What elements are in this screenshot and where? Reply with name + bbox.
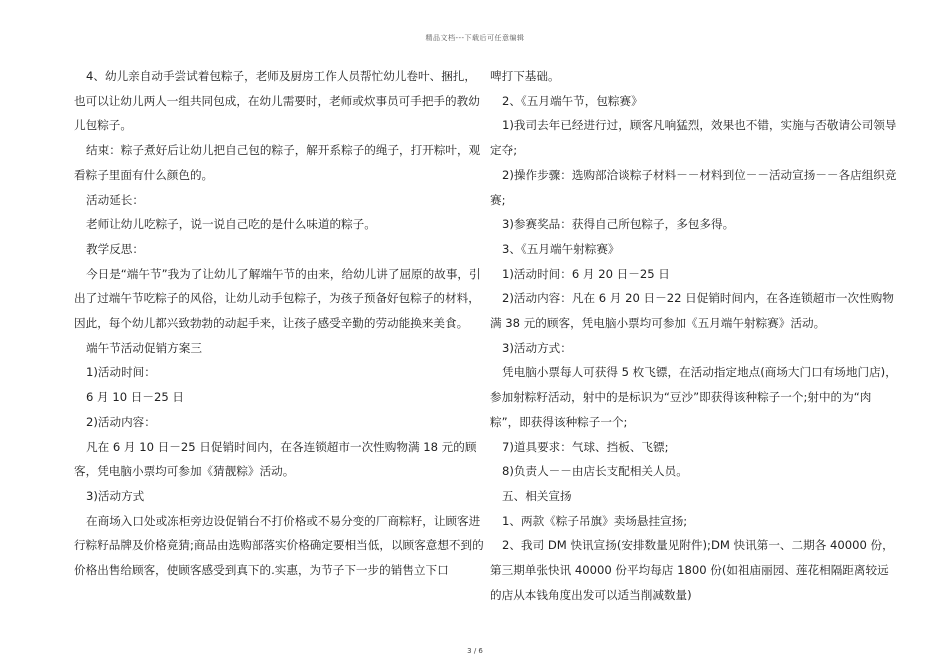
paragraph: 1)我司去年已经进行过，顾客凡响猛烈，效果也不错，实施与否敬请公司领导定夺;	[490, 118, 897, 158]
paragraph: 7)道具要求：气球、挡板、飞镖;	[502, 439, 669, 454]
paragraph: 3)活动方式：	[502, 340, 572, 355]
paragraph: 4、幼儿亲自动手尝试着包粽子，老师及厨房工作人员帮忙幼儿卷叶、捆扎，也可以让幼儿两人一组共同包成，在幼儿需要时，老师或炊事员可手把手的教幼儿包粽子。	[74, 69, 480, 133]
page-number: 3 / 6	[467, 647, 483, 655]
paragraph: 6 月 10 日－25 日	[86, 390, 184, 405]
paragraph: 3)参赛奖品：获得自己所包粽子，多包多得。	[502, 217, 735, 232]
left-column	[74, 64, 484, 583]
paragraph: 2)操作步骤：选购部洽谈粽子材料－－材料到位－－活动宣扬－－各店组织竞赛;	[490, 167, 897, 207]
paragraph: 老师让幼儿吃粽子，说一说自己吃的是什么味道的粽子。	[86, 217, 376, 232]
paragraph: 凭电脑小票每人可获得 5 枚飞镖，在活动指定地点(商场大门口有场地门店)，参加射粽籽活动，射中的是标识为“豆沙”即获得该种粽子一个;射中的为“肉粽”，即获得该种粽子一个;	[490, 365, 897, 429]
paragraph: 1、两款《粽子吊旗》卖场悬挂宣扬;	[502, 513, 688, 528]
paragraph: 活动延长：	[86, 192, 144, 207]
section-heading: 五、相关宣扬	[502, 488, 572, 503]
right-column	[490, 64, 900, 607]
paragraph: 教学反思：	[86, 241, 144, 256]
paragraph: 2)活动内容：凡在 6 月 20 日－22 日促销时间内，在各连锁超市一次性购物满 38 元的顾客，凭电脑小票均可参加《五月端午射粽赛》活动。	[490, 291, 894, 331]
paragraph: 1)活动时间：6 月 20 日－25 日	[502, 266, 670, 281]
paragraph: 2)活动内容：	[86, 414, 156, 429]
paragraph: 2、我司 DM 快讯宣扬(安排数量见附件);DM 快讯第一、二期各 40000 份，第三期单张快讯 40000 份平均每店 1800 份(如祖庙丽园、莲花相隔距离较远的店从本钱角度出发可以适当削减数量)	[490, 538, 894, 602]
paragraph: 啤打下基础。	[490, 69, 560, 83]
paragraph: 今日是“端午节”我为了让幼儿了解端午节的由来，给幼儿讲了屈原的故事，引出了过端午节吃粽子的风俗，让幼儿动手包粽子，为孩子预备好包粽子的材料，因此，每个幼儿都兴致勃勃的动起手来，让孩子感受辛勤的劳动能换来美食。	[74, 266, 481, 331]
paragraph: 8)负责人－－由店长支配相关人员。	[502, 464, 688, 479]
paragraph: 凡在 6 月 10 日－25 日促销时间内，在各连锁超市一次性购物满 18 元的顾客，凭电脑小票均可参加《猜靓粽》活动。	[74, 439, 477, 479]
section-heading: 2、《五月端午节，包粽赛》	[502, 93, 643, 108]
section-heading: 3、《五月端午射粽赛》	[502, 241, 620, 256]
paragraph: 结束：粽子煮好后让幼儿把自己包的粽子，解开系粽子的绳子，打开粽叶，观看粽子里面有什么颜色的。	[74, 143, 481, 182]
paragraph: 3)活动方式	[86, 488, 145, 503]
paragraph: 在商场入口处或冻柜旁边设促销台不打价格或不易分变的厂商粽籽，让顾客进行粽籽品牌及价格竟猜;商品由选购部落实价格确定要相当低，以顾客意想不到的价格出售给顾客，使顾客感受到真下的.实惠，为节子下一步的销售立下口	[74, 513, 484, 578]
section-heading: 端午节活动促销方案三	[86, 340, 202, 355]
paragraph: 1)活动时间：	[86, 365, 156, 380]
page-header: 精品文档---下载后可任意编辑	[425, 34, 525, 42]
